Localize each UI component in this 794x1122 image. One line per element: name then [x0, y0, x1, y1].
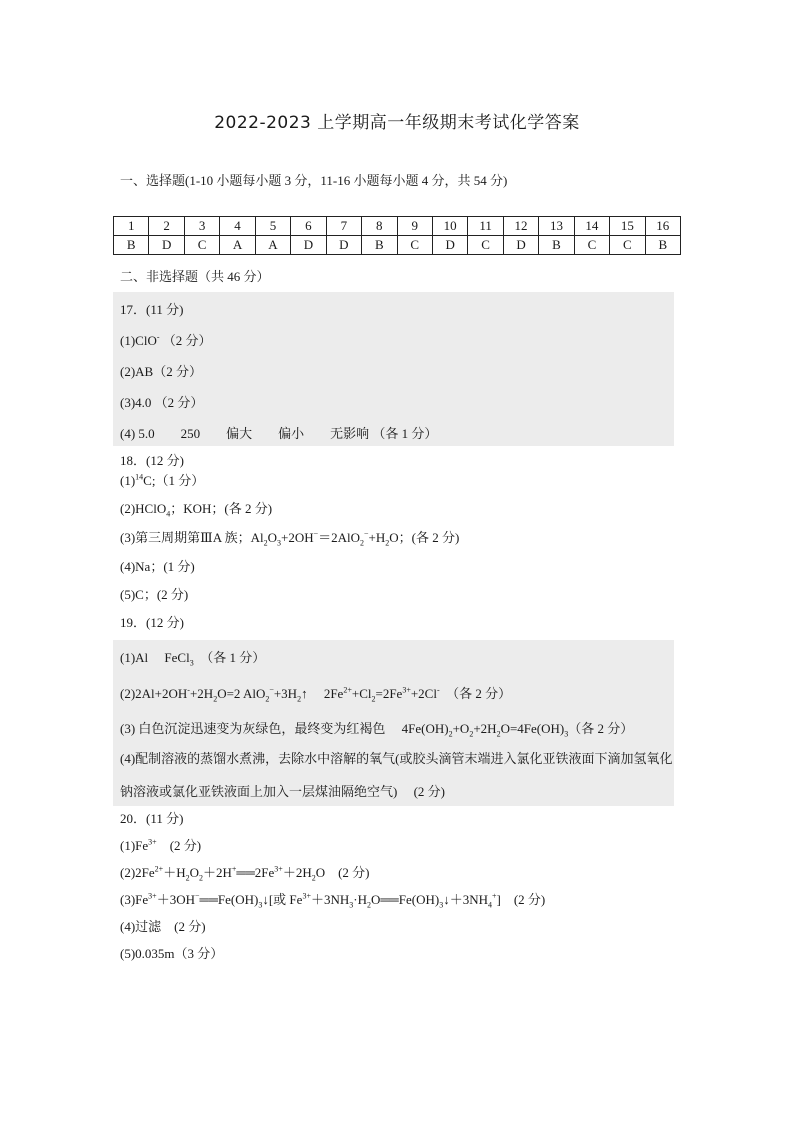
q20-answer-1: $(1)Fe^{3+}$ (2 分)	[120, 837, 202, 853]
q19-answer-1: (1)Al FeCl$_3$ （各 1 分）	[120, 650, 266, 668]
answer-cell: C	[184, 236, 219, 255]
table-row-numbers	[114, 217, 681, 236]
q19-answer-2: $(2)2Al+2OH^-+2H_2O=2$ $AlO_2^-+3H_2↑$ $2Fe^{2+}+Cl_2=2Fe^{3+}+2Cl^-$ （各 2 分）	[120, 685, 512, 704]
q17-answer-4: (4) 5.0 250 偏大 偏小 无影响 （各 1 分）	[120, 426, 438, 441]
answer-cell: D	[432, 236, 467, 255]
q17-answer-3: (3)4.0 （2 分）	[120, 395, 204, 410]
q20-heading: 20．(11 分)	[120, 811, 184, 826]
question-number-cell: 5	[255, 217, 290, 236]
q18-answer-4: (4)Na；(1 分)	[120, 559, 195, 574]
q19-heading: 19．(12 分)	[120, 615, 184, 630]
q20-answer-4: (4)过滤 (2 分)	[120, 919, 206, 934]
question-number-cell: 9	[397, 217, 432, 236]
page-title: 2022-2023 上学期高一年级期末考试化学答案	[214, 113, 580, 133]
answer-cell: C	[397, 236, 432, 255]
answer-cell: D	[291, 236, 326, 255]
q17-answer-2: (2)AB（2 分）	[120, 364, 202, 379]
question-number-cell: 11	[468, 217, 503, 236]
answer-table	[113, 216, 681, 255]
question-number-cell: 15	[610, 217, 645, 236]
q18-answer-5: (5)C；(2 分)	[120, 587, 189, 602]
question-number-cell: 3	[184, 217, 219, 236]
answer-cell: A	[255, 236, 290, 255]
answer-cell: B	[114, 236, 149, 255]
question-number-cell: 7	[326, 217, 361, 236]
answer-cell: D	[503, 236, 538, 255]
q20-answer-5: (5)0.035m（3 分）	[120, 946, 224, 961]
answer-cell: C	[610, 236, 645, 255]
q18-answer-3: (3)第三周期第ⅢA 族；$Al_2O_3+2OH^-=2AlO_2^-+H_2O$；(各 2 分)	[120, 529, 460, 548]
answer-cell: B	[362, 236, 397, 255]
answer-cell: B	[539, 236, 574, 255]
answer-cell: D	[149, 236, 184, 255]
answer-cell: C	[468, 236, 503, 255]
table-row-answers	[114, 236, 681, 255]
question-number-cell: 2	[149, 217, 184, 236]
question-number-cell: 16	[645, 217, 680, 236]
q18-heading: 18．(12 分)	[120, 453, 184, 468]
q19-answer-4: (4)配制溶液的蒸馏水煮沸，去除水中溶解的氧气(或胶头滴管末端进入氯化亚铁液面下滴加氢氧化钠溶液或氯化亚铁液面上加入一层煤油隔绝空气) (2 分)	[120, 751, 673, 799]
answer-cell: A	[220, 236, 255, 255]
question-number-cell: 14	[574, 217, 609, 236]
question-number-cell: 8	[362, 217, 397, 236]
question-number-cell: 10	[432, 217, 467, 236]
section1-heading: 一、选择题(1-10 小题每小题 3 分，11-16 小题每小题 4 分，共 54 分)	[120, 173, 508, 188]
q20-answer-3: $(3)Fe^{3+}+3OH^-══Fe(OH)_3↓$[或 $Fe^{3+}+3NH_3\cdot H_2O══Fe(OH)_3↓+3NH_4^+$] (2 分)	[120, 891, 546, 910]
question-number-cell: 6	[291, 217, 326, 236]
q20-answer-2: $(2)2Fe^{2+}+H_2O_2+2H^+══2Fe^{3+}+2H_2O$ (2 分)	[120, 864, 370, 883]
q18-answer-1: $(1)^{14}C;(1$ 分）	[120, 472, 205, 488]
q19-answer-3: (3) 白色沉淀迅速变为灰绿色，最终变为红褐色 $4Fe(OH)_2+O_2+2H_2O=4Fe(OH)_3$（各 2 分）	[120, 721, 634, 739]
answer-cell: D	[326, 236, 361, 255]
question-number-cell: 13	[539, 217, 574, 236]
answer-cell: C	[574, 236, 609, 255]
answer-cell: B	[645, 236, 680, 255]
section2-heading: 二、非选择题（共 46 分）	[120, 269, 270, 284]
q17-heading: 17．(11 分)	[120, 302, 184, 317]
question-number-cell: 1	[114, 217, 149, 236]
question-number-cell: 12	[503, 217, 538, 236]
question-number-cell: 4	[220, 217, 255, 236]
q18-answer-2: (2)HClO$_4$；KOH；(各 2 分)	[120, 501, 273, 519]
q17-answer-1: (1)ClO- （2 分）	[120, 332, 212, 348]
